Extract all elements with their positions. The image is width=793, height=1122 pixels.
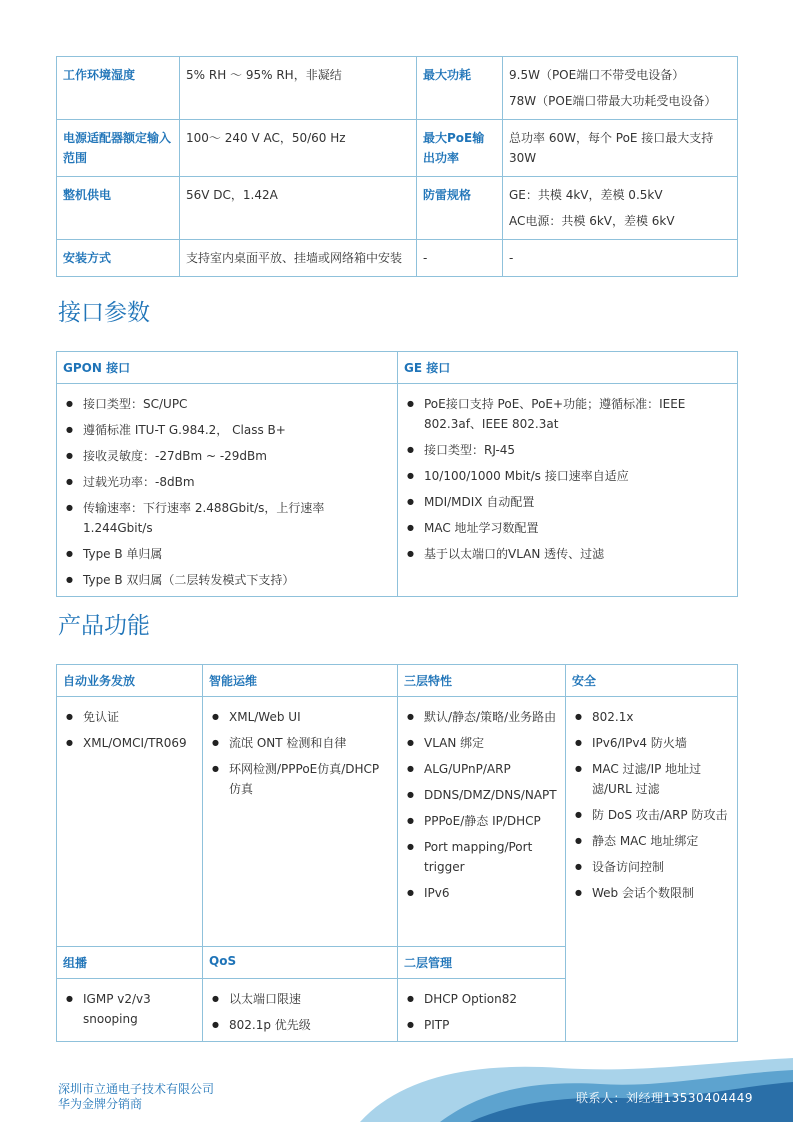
list-item: ● XML/Web UI — [209, 707, 391, 727]
spec-value-line: 9.5W（POE端口不带受电设备） — [509, 68, 685, 82]
ge-feature-list — [404, 394, 731, 564]
qos-cell — [203, 979, 398, 1042]
layer3-list — [404, 707, 559, 903]
list-item: ● PITP — [404, 1015, 559, 1035]
spec-label: 工作环境湿度 — [57, 57, 180, 120]
multicast-cell — [57, 979, 203, 1042]
list-item: ● 免认证 — [63, 707, 196, 727]
spec-table — [56, 56, 738, 277]
list-item: ● 防 DoS 攻击/ARP 防攻击 — [572, 805, 731, 825]
gpon-feature-list — [63, 394, 391, 590]
list-item: ● 传输速率：下行速率 2.488Gbit/s，上行速率 1.244Gbit/s — [63, 498, 391, 538]
spec-value-line: GE：共模 4kV，差模 0.5kV — [509, 188, 663, 202]
list-item: ● Web 会话个数限制 — [572, 883, 731, 903]
ge-list-cell — [398, 384, 738, 597]
spec-value-line: AC电源：共模 6kV，差模 6kV — [509, 214, 675, 228]
auto-provisioning-list — [63, 707, 196, 753]
list-item: ● MDI/MDIX 自动配置 — [404, 492, 731, 512]
list-item: ● 接收灵敏度：-27dBm ~ -29dBm — [63, 446, 391, 466]
list-item: ● 流氓 ONT 检测和自律 — [209, 733, 391, 753]
list-item: ● IGMP v2/v3 snooping — [63, 989, 196, 1029]
spec-label: 最大PoE输出功率 — [417, 120, 503, 177]
security-header: 安全 — [566, 665, 738, 697]
list-item: ● 过载光功率：-8dBm — [63, 472, 391, 492]
spec-value — [180, 120, 417, 177]
list-item: ● 802.1x — [572, 707, 731, 727]
spec-value-line: 支持室内桌面平放、挂墙或网络箱中安装 — [186, 251, 403, 265]
list-item: ● 以太端口限速 — [209, 989, 391, 1009]
layer3-cell — [398, 697, 566, 947]
list-item: ● MAC 地址学习数配置 — [404, 518, 731, 538]
list-item: ● Port mapping/Port trigger — [404, 837, 559, 877]
spec-value: - — [417, 240, 503, 277]
spec-label: 安装方式 — [57, 240, 180, 277]
spec-label: 防雷规格 — [417, 177, 503, 240]
spec-value-line: 总功率 60W，每个 PoE 接口最大支持 30W — [509, 131, 714, 165]
function-section-title: 产品功能 — [58, 613, 150, 639]
company-name: 深圳市立通电子技术有限公司 — [58, 1082, 215, 1096]
list-item: ● MAC 过滤/IP 地址过滤/URL 过滤 — [572, 759, 731, 799]
spec-value — [180, 240, 417, 277]
ge-header: GE 接口 — [398, 352, 738, 384]
spec-value — [180, 177, 417, 240]
list-item: ● 基于以太端口的VLAN 透传、过滤 — [404, 544, 731, 564]
function-table — [56, 664, 738, 1042]
list-item: ● ALG/UPnP/ARP — [404, 759, 559, 779]
spec-row — [57, 120, 738, 177]
list-item: ● 静态 MAC 地址绑定 — [572, 831, 731, 851]
layer2-cell — [398, 979, 566, 1042]
smart-ops-cell — [203, 697, 398, 947]
spec-value — [503, 177, 738, 240]
spec-value — [180, 57, 417, 120]
company-tagline: 华为金牌分销商 — [58, 1097, 143, 1111]
qos-list — [209, 989, 391, 1035]
layer2-list — [404, 989, 559, 1035]
spec-value-line: 56V DC，1.42A — [186, 188, 278, 202]
list-item: ● IPv6/IPv4 防火墙 — [572, 733, 731, 753]
list-item: ● 接口类型：SC/UPC — [63, 394, 391, 414]
list-item: ● Type B 单归属 — [63, 544, 391, 564]
list-item: ● 10/100/1000 Mbit/s 接口速率自适应 — [404, 466, 731, 486]
list-item: ● IPv6 — [404, 883, 559, 903]
spec-row — [57, 57, 738, 120]
security-list — [572, 707, 731, 903]
smart-ops-header: 智能运维 — [203, 665, 398, 697]
footer-contact: 联系人：刘经理13530404449 — [576, 1091, 753, 1105]
list-item: ● 环网检测/PPPoE仿真/DHCP 仿真 — [209, 759, 391, 799]
security-cell — [566, 697, 738, 1042]
spec-value — [503, 57, 738, 120]
spec-row — [57, 177, 738, 240]
spec-value-line: 5% RH ～ 95% RH，非凝结 — [186, 68, 342, 82]
list-item: ● DDNS/DMZ/DNS/NAPT — [404, 785, 559, 805]
list-item: ● PPPoE/静态 IP/DHCP — [404, 811, 559, 831]
interface-table — [56, 351, 738, 597]
list-item: ● PoE接口支持 PoE、PoE+功能；遵循标准：IEEE 802.3af、IEEE 802.3at — [404, 394, 731, 434]
spec-row — [57, 240, 738, 277]
qos-header: QoS — [203, 947, 398, 979]
interface-section-title: 接口参数 — [58, 300, 150, 326]
multicast-header: 组播 — [57, 947, 203, 979]
spec-label: 电源适配器额定输入范围 — [57, 120, 180, 177]
spec-value-line: 100～ 240 V AC，50/60 Hz — [186, 131, 346, 145]
multicast-list — [63, 989, 196, 1029]
list-item: ● 802.1p 优先级 — [209, 1015, 391, 1035]
gpon-list-cell — [57, 384, 398, 597]
spec-label: 整机供电 — [57, 177, 180, 240]
list-item: ● VLAN 绑定 — [404, 733, 559, 753]
list-item: ● 遵循标准 ITU-T G.984.2， Class B+ — [63, 420, 391, 440]
auto-provisioning-cell — [57, 697, 203, 947]
list-item: ● 接口类型：RJ-45 — [404, 440, 731, 460]
spec-value — [503, 240, 738, 277]
spec-value-line: - — [509, 251, 514, 265]
layer3-header: 三层特性 — [398, 665, 566, 697]
spec-value — [503, 120, 738, 177]
layer2-header: 二层管理 — [398, 947, 566, 979]
list-item: ● 设备访问控制 — [572, 857, 731, 877]
spec-label: 最大功耗 — [417, 57, 503, 120]
footer-company — [58, 1082, 214, 1112]
auto-provisioning-header: 自动业务发放 — [57, 665, 203, 697]
list-item: ● XML/OMCI/TR069 — [63, 733, 196, 753]
smart-ops-list — [209, 707, 391, 799]
list-item: ● DHCP Option82 — [404, 989, 559, 1009]
gpon-header: GPON 接口 — [57, 352, 398, 384]
list-item: ● Type B 双归属（二层转发模式下支持） — [63, 570, 391, 590]
list-item: ● 默认/静态/策略/业务路由 — [404, 707, 559, 727]
spec-value-line: 78W（POE端口带最大功耗受电设备） — [509, 94, 717, 108]
